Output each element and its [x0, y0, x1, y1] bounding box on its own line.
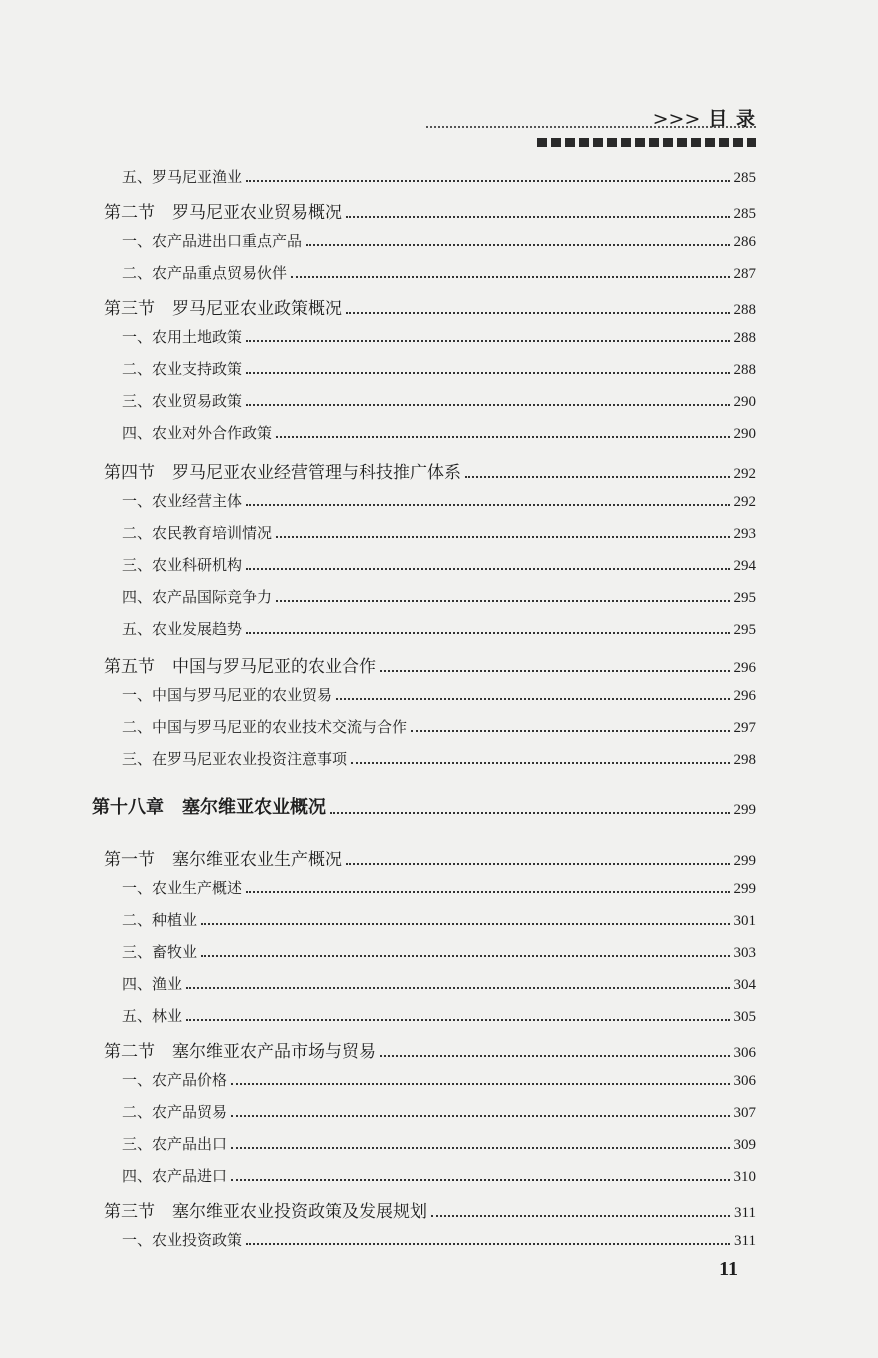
toc-entry-page: 288: [733, 302, 756, 318]
toc-entry-title: 一、农业经营主体: [122, 492, 243, 510]
toc-entry-title: 一、农业投资政策: [122, 1231, 243, 1249]
toc-entry-page: 303: [733, 945, 756, 961]
toc-entry-page: 292: [733, 466, 756, 482]
header-title: 目 录: [708, 108, 756, 130]
dot-leader: [306, 244, 729, 246]
dot-leader: [336, 698, 729, 700]
dot-leader: [276, 600, 729, 602]
toc-entry-title: 五、罗马尼亚渔业: [122, 168, 243, 186]
dot-leader: [231, 1179, 729, 1181]
toc-entry-page: 306: [733, 1073, 756, 1089]
toc-entry-page: 301: [733, 913, 756, 929]
toc-entry-page: 290: [733, 394, 756, 410]
toc-section: [0, 294, 756, 319]
dot-leader: [431, 1215, 730, 1217]
toc-entry-page: 310: [733, 1169, 756, 1185]
toc-item: [0, 1133, 756, 1154]
dot-leader: [246, 568, 729, 570]
toc-entry-page: 288: [733, 362, 756, 378]
toc-item: [0, 973, 756, 994]
toc-item: [0, 522, 756, 543]
toc-item: [0, 716, 756, 737]
dot-leader: [246, 340, 729, 342]
toc-section: [0, 652, 756, 677]
dot-leader: [201, 955, 729, 957]
toc-entry-title: 四、农产品进口: [122, 1167, 228, 1185]
toc-item: [0, 877, 756, 898]
toc-entry-page: 285: [733, 170, 756, 186]
toc-entry-page: 299: [733, 853, 756, 869]
toc-entry-title: 三、在罗马尼亚农业投资注意事项: [122, 750, 348, 768]
toc-section: [0, 458, 756, 483]
toc-item: [0, 748, 756, 769]
toc-entry-page: 286: [733, 234, 756, 250]
dot-leader: [231, 1083, 729, 1085]
toc-entry-page: 295: [733, 622, 756, 638]
toc-entry-title: 第五节 中国与罗马尼亚的农业合作: [104, 657, 376, 677]
toc-item: [0, 262, 756, 283]
toc-item: [0, 358, 756, 379]
dot-leader: [246, 180, 729, 182]
dot-leader: [231, 1147, 729, 1149]
dot-leader: [465, 476, 730, 478]
dot-leader: [186, 1019, 729, 1021]
dot-leader: [346, 216, 730, 218]
toc-item: [0, 909, 756, 930]
toc-item: [0, 1165, 756, 1186]
toc-item: [0, 1229, 756, 1250]
toc-entry-title: 五、林业: [122, 1007, 183, 1025]
toc-entry-title: 三、农业科研机构: [122, 556, 243, 574]
toc-entry-title: 第十八章 塞尔维亚农业概况: [92, 797, 326, 818]
dot-leader: [246, 372, 729, 374]
toc-entry-title: 一、农业生产概述: [122, 879, 243, 897]
dot-leader: [246, 504, 729, 506]
toc-item: [0, 490, 756, 511]
toc-entry-page: 288: [733, 330, 756, 346]
toc-item: [0, 684, 756, 705]
toc-entry-page: 296: [733, 660, 756, 676]
toc-entry-title: 四、渔业: [122, 975, 183, 993]
toc-item: [0, 941, 756, 962]
toc-entry-title: 一、农产品价格: [122, 1071, 228, 1089]
toc-entry-page: 292: [733, 494, 756, 510]
toc-entry-title: 二、种植业: [122, 911, 198, 929]
toc-section: [0, 1037, 756, 1062]
toc-entry-page: 299: [733, 802, 756, 818]
toc-entry-title: 第三节 罗马尼亚农业政策概况: [104, 299, 342, 319]
toc-entry-page: 298: [733, 752, 756, 768]
toc-entry-page: 309: [733, 1137, 756, 1153]
toc-entry-title: 一、中国与罗马尼亚的农业贸易: [122, 686, 333, 704]
toc-entry-page: 295: [733, 590, 756, 606]
toc-entry-title: 一、农用土地政策: [122, 328, 243, 346]
toc-item: [0, 1069, 756, 1090]
toc-entry-title: 第二节 罗马尼亚农业贸易概况: [104, 203, 342, 223]
toc-item: [0, 586, 756, 607]
toc-entry-title: 二、农业支持政策: [122, 360, 243, 378]
toc-entry-title: 一、农产品进出口重点产品: [122, 232, 303, 250]
toc-entry-page: 311: [734, 1205, 756, 1221]
dot-leader: [276, 436, 729, 438]
dot-leader: [276, 536, 729, 538]
dot-leader: [351, 762, 729, 764]
dot-leader: [346, 312, 730, 314]
toc-entry-title: 二、农产品重点贸易伙伴: [122, 264, 288, 282]
toc-entry-page: 294: [733, 558, 756, 574]
toc-entry-title: 三、畜牧业: [122, 943, 198, 961]
page-number: 11: [719, 1258, 738, 1280]
toc-entry-title: 二、中国与罗马尼亚的农业技术交流与合作: [122, 718, 408, 736]
toc-entry-title: 第三节 塞尔维亚农业投资政策及发展规划: [104, 1202, 427, 1222]
toc-entry-title: 二、农产品贸易: [122, 1103, 228, 1121]
toc-item: [0, 390, 756, 411]
toc-entry-page: 307: [733, 1105, 756, 1121]
toc-item: [0, 1101, 756, 1122]
dot-leader: [186, 987, 729, 989]
toc-chapter: [0, 793, 756, 819]
toc-entry-page: 305: [733, 1009, 756, 1025]
toc-entry-title: 五、农业发展趋势: [122, 620, 243, 638]
toc-entry-page: 293: [733, 526, 756, 542]
toc-item: [0, 1005, 756, 1026]
dot-leader: [246, 404, 729, 406]
toc-entry-page: 285: [733, 206, 756, 222]
toc-section: [0, 845, 756, 870]
toc-section: [0, 1197, 756, 1222]
toc-entry-page: 287: [733, 266, 756, 282]
toc-entry-page: 304: [733, 977, 756, 993]
toc-entry-page: 290: [733, 426, 756, 442]
dot-leader: [246, 891, 729, 893]
toc-section: [0, 198, 756, 223]
toc-entry-title: 四、农业对外合作政策: [122, 424, 273, 442]
toc-item: [0, 230, 756, 251]
toc-entry-page: 306: [733, 1045, 756, 1061]
dot-leader: [411, 730, 729, 732]
chevron-icon: >>>: [652, 108, 701, 130]
dot-leader: [330, 812, 730, 814]
header-block-bar: [537, 138, 756, 147]
header-dotted-rule: [426, 126, 756, 128]
dot-leader: [231, 1115, 729, 1117]
toc-item: [0, 166, 756, 187]
toc-entry-title: 四、农产品国际竞争力: [122, 588, 273, 606]
dot-leader: [380, 670, 730, 672]
dot-leader: [346, 863, 730, 865]
dot-leader: [380, 1055, 730, 1057]
dot-leader: [201, 923, 729, 925]
toc-entry-title: 二、农民教育培训情况: [122, 524, 273, 542]
toc-item: [0, 422, 756, 443]
toc-entry-title: 第四节 罗马尼亚农业经营管理与科技推广体系: [104, 463, 461, 483]
toc-entry-title: 第二节 塞尔维亚农产品市场与贸易: [104, 1042, 376, 1062]
toc-item: [0, 554, 756, 575]
dot-leader: [246, 632, 729, 634]
toc-item: [0, 326, 756, 347]
toc-entry-title: 三、农业贸易政策: [122, 392, 243, 410]
toc-item: [0, 618, 756, 639]
dot-leader: [291, 276, 729, 278]
toc-entry-title: 三、农产品出口: [122, 1135, 228, 1153]
toc-entry-page: 311: [734, 1233, 756, 1249]
toc-entry-page: 297: [733, 720, 756, 736]
toc-entry-page: 296: [733, 688, 756, 704]
dot-leader: [246, 1243, 730, 1245]
toc-entry-page: 299: [733, 881, 756, 897]
toc-entry-title: 第一节 塞尔维亚农业生产概况: [104, 850, 342, 870]
